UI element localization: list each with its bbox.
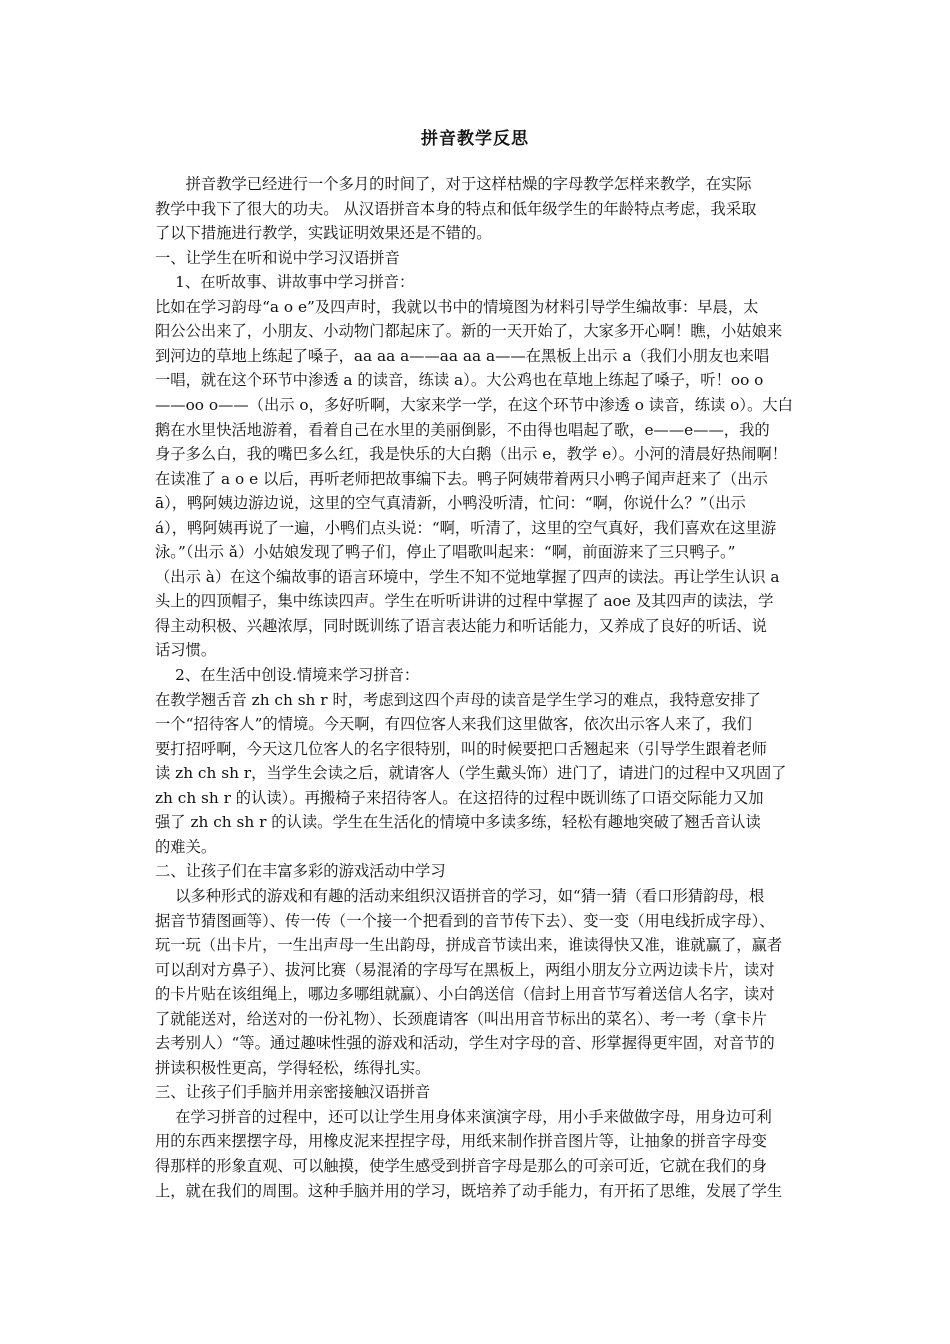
text-line: 据音节猜图画等）、传一传（一个接一个把看到的音节传下去）、变一变（用电线折成字母）、 [155, 911, 775, 930]
text-line: 可以刮对方鼻子）、拔河比赛（易混淆的字母写在黑板上，两组小朋友分立两边读卡片，读对 [155, 960, 775, 979]
text-line: 在读准了 a o e 以后，再听老师把故事编下去。鸭子阿姨带着两只小鸭子闻声赶来了（出示 [155, 469, 768, 488]
document-title: 拼音教学反思 [421, 129, 529, 149]
text-line: 去考别人）“等。通过趣味性强的游戏和活动，学生对字母的音、形掌握得更牢固，对音节的 [155, 1034, 775, 1053]
text-line: ā），鸭阿姨边游边说，这里的空气真清新，小鸭没听清，忙问：“啊，你说什么？”（出示 [155, 494, 746, 513]
text-line: 教学中我下了很大的功夫。 从汉语拼音本身的特点和低年级学生的年龄特点考虑，我采取 [155, 199, 757, 218]
text-line: 话习惯。 [155, 641, 217, 660]
text-line: 1、在听故事、讲故事中学习拼音： [155, 273, 415, 292]
text-line: 的卡片贴在该组绳上，哪边多哪组就赢）、小白鸽送信（信封上用音节写着送信人名字，读对 [155, 985, 775, 1004]
text-line: 鹅在水里快活地游着，看着自己在水里的美丽倒影，不由得也唱起了歌，e——e——，我的 [155, 420, 770, 439]
text-line: 拼音教学已经进行一个多月的时间了，对于这样枯燥的字母教学怎样来教学，在实际 [155, 175, 752, 193]
text-line: 读 zh ch sh r，当学生会读之后，就请客人（学生戴头饰）进门了，请进门的过程中又巩固了 [155, 764, 787, 783]
text-line: 三、让孩子们手脑并用亲密接触汉语拼音 [155, 1083, 431, 1102]
text-line: 阳公公出来了，小朋友、小动物门都起床了。新的一天开始了，大家多开心啊！瞧，小姑娘来 [155, 322, 783, 341]
text-line: 泳。”（出示 ǎ）小姑娘发现了鸭子们，停止了唱歌叫起来：“啊，前面游来了三只鸭子。” [155, 543, 736, 562]
text-line: 了就能送对，给送对的一份礼物）、长颈鹿请客（叫出用音节标出的菜名）、考一考（拿卡片 [155, 1009, 767, 1028]
text-line: 一、让学生在听和说中学习汉语拼音 [155, 248, 400, 267]
text-line: á），鸭阿姨再说了一遍，小鸭们点头说：“啊，听清了，这里的空气真好，我们喜欢在这里游 [155, 518, 777, 537]
text-line: 上，就在我们的周围。这种手脑并用的学习，既培养了动手能力，有开拓了思维，发展了学生 [155, 1181, 783, 1200]
text-line: 要打招呼啊，今天这几位客人的名字很特别，叫的时候要把口舌翘起来（引导学生跟着老师 [155, 739, 767, 758]
text-line: 得那样的形象直观、可以触摸，使学生感受到拼音字母是那么的可亲可近，它就在我们的身 [155, 1157, 767, 1175]
text-line: 了以下措施进行教学，实践证明效果还是不错的。 [155, 224, 492, 243]
text-line: 得主动积极、兴趣浓厚，同时既训练了语言表达能力和听话能力，又养成了良好的听话、说 [155, 616, 767, 635]
text-line: 以多种形式的游戏和有趣的活动来组织汉语拼音的学习，如“猜一猜（看口形猜韵母，根 [155, 886, 765, 905]
text-line: 二、让孩子们在丰富多彩的游戏活动中学习 [155, 862, 446, 881]
text-line: ——oo o——（出示 o，多好听啊，大家来学一学，在这个环节中渗透 o 读音，练读 o）。大白 [155, 395, 793, 414]
text-line: 比如在学习韵母“a o e”及四声时，我就以书中的情境图为材料引导学生编故事：早晨，太 [155, 297, 759, 316]
text-line: 头上的四顶帽子，集中练读四声。学生在听听讲讲的过程中掌握了 aoe 及其四声的读法，学 [155, 592, 774, 611]
text-line: 强了 zh ch sh r 的认读。学生在生活化的情境中多读多练，轻松有趣地突破了翘舌音认读 [155, 813, 761, 832]
text-line: zh ch sh r 的认读）。再搬椅子来招待客人。在这招待的过程中既训练了口语交际能力又加 [155, 788, 764, 807]
text-line: 用的东西来摆摆字母，用橡皮泥来捏捏字母，用纸来制作拼音图片等，让抽象的拼音字母变 [155, 1132, 767, 1151]
text-line: 玩一玩（出卡片，一生出声母一生出韵母，拼成音节读出来，谁读得快又准，谁就赢了，赢者 [155, 936, 783, 955]
text-line: 的难关。 [155, 837, 217, 856]
text-line: （出示 à）在这个编故事的语言环境中，学生不知不觉地掌握了四声的读法。再让学生认识 a [155, 567, 780, 586]
text-line: 到河边的草地上练起了嗓子，aa aa a——aa aa a——在黑板上出示 a（我们小朋友也来唱 [155, 346, 770, 365]
text-line: 一唱，就在这个环节中渗透 a 的读音，练读 a）。大公鸡也在草地上练起了嗓子，听！oo o [155, 371, 764, 390]
text-line: 身子多么白，我的嘴巴多么红，我是快乐的大白鹅（出示 e，教学 e）。小河的清晨好热闹啊！ [155, 445, 788, 464]
text-line: 2、在生活中创设.情境来学习拼音： [155, 666, 420, 684]
text-line: 一个“招待客人”的情境。今天啊，有四位客人来我们这里做客，依次出示客人来了，我们 [155, 715, 752, 734]
text-line: 在教学翘舌音 zh ch sh r 时，考虑到这四个声母的读音是学生学习的难点，我特意安排了 [155, 690, 761, 709]
text-line: 拼读积极性更高，学得轻松，练得扎实。 [155, 1058, 431, 1077]
text-line: 在学习拼音的过程中，还可以让学生用身体来演演字母，用小手来做做字母，用身边可利 [155, 1107, 772, 1126]
